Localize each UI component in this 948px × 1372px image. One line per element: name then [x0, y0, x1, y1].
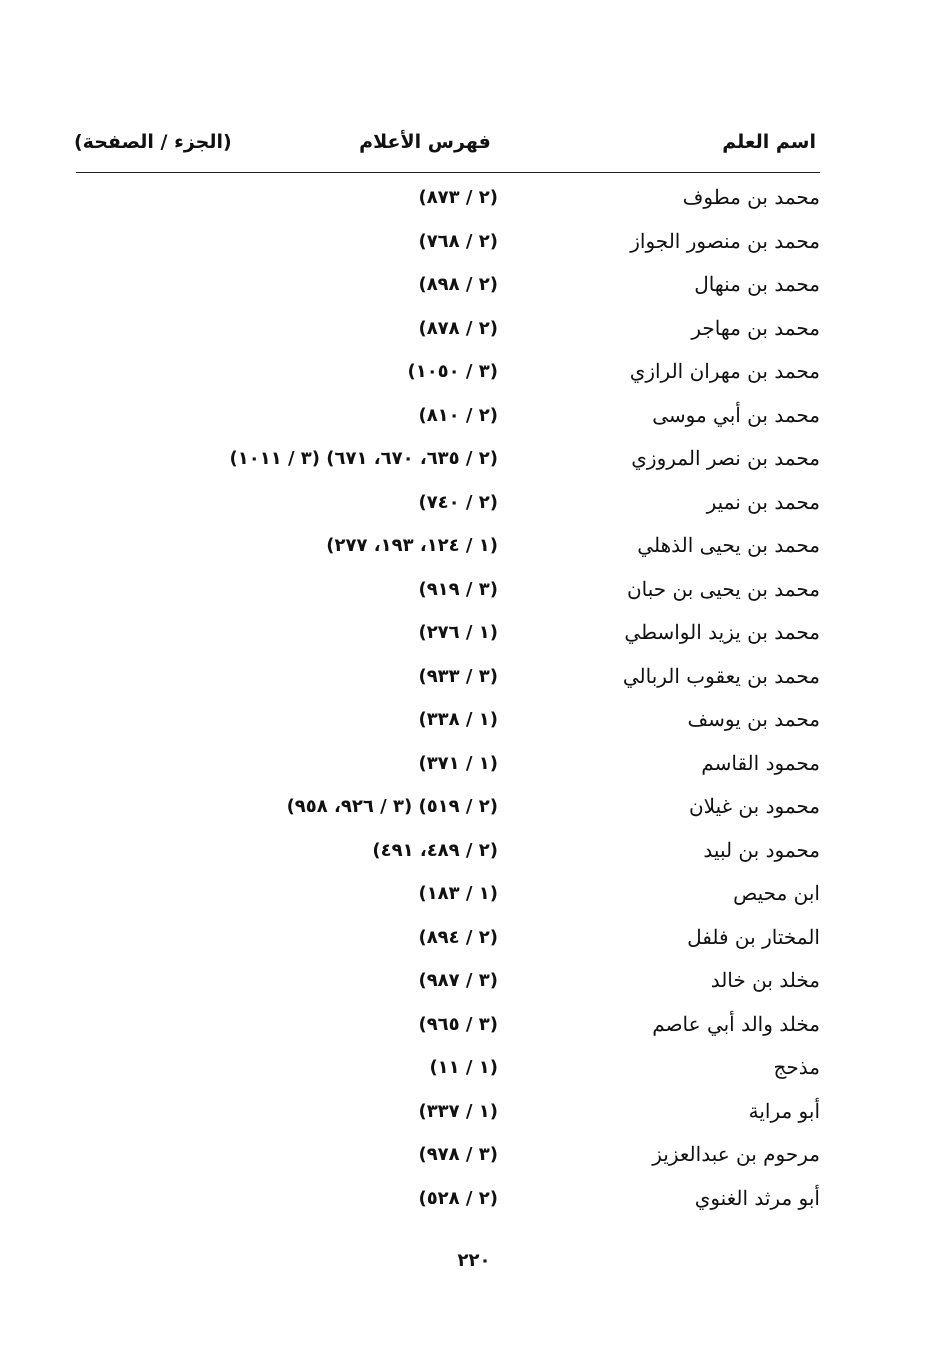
entry-references: (٢ / ٨٧٣)	[418, 187, 498, 208]
entry-references: (١ / ١٢٤، ١٩٣، ٢٧٧)	[326, 535, 498, 556]
entry-references: (٢ / ٨٩٨)	[418, 274, 498, 295]
index-entry	[0, 568, 948, 612]
index-entry	[0, 872, 948, 916]
entry-references: (٢ / ٨١٠)	[418, 404, 498, 426]
entry-references: (٢ / ٧٦٨)	[418, 230, 498, 252]
index-entry	[0, 350, 948, 394]
entry-references: (١ / ١١)	[429, 1057, 498, 1078]
entry-name: محمد بن مطوف	[682, 185, 820, 209]
index-entry	[0, 785, 948, 829]
entry-references: (٣ / ٩٧٨)	[418, 1144, 498, 1165]
entry-name: المختار بن فلفل	[687, 924, 820, 949]
entry-references: (١ / ٣٣٧)	[418, 1100, 498, 1122]
index-entry	[0, 176, 948, 220]
entry-references: (٢ / ٦٣٥، ٦٧٠، ٦٧١) (٣ / ١٠١١)	[229, 448, 498, 469]
index-entry	[0, 263, 948, 307]
entry-name: محمد بن يحيى بن حبان	[626, 576, 820, 601]
column-header-name: اسم العلم	[722, 131, 816, 153]
entry-references: (٣ / ٩٦٥)	[418, 1013, 498, 1035]
entry-name: ابن محيص	[733, 881, 820, 905]
index-entry	[0, 307, 948, 351]
index-entry	[0, 1003, 948, 1047]
entry-name: محمد بن يعقوب الربالي	[622, 663, 820, 688]
index-entry	[0, 1046, 948, 1090]
index-entries	[0, 176, 948, 1220]
entry-references: (٢ / ٨٩٤)	[418, 926, 498, 948]
index-entry	[0, 698, 948, 742]
column-header-reference: (الجزء / الصفحة)	[74, 131, 232, 153]
entry-references: (٣ / ٩١٩)	[418, 578, 498, 600]
entry-name: أبو مرثد الغنوي	[694, 1185, 820, 1210]
index-entry	[0, 524, 948, 568]
entry-references: (٣ / ٩٨٧)	[418, 970, 498, 991]
entry-references: (٢ / ٥١٩) (٣ / ٩٢٦، ٩٥٨)	[286, 796, 498, 817]
entry-name: محمد بن أبي موسى	[652, 402, 820, 427]
index-entry	[0, 655, 948, 699]
entry-references: (١ / ١٨٣)	[418, 883, 498, 904]
entry-references: (٢ / ٥٢٨)	[418, 1187, 498, 1209]
entry-name: مذحج	[773, 1055, 820, 1079]
entry-name: مخلد بن خالد	[710, 968, 820, 992]
entry-references: (٢ / ٤٨٩، ٤٩١)	[372, 839, 498, 861]
entry-name: محمد بن مهران الرازي	[629, 359, 820, 383]
entry-references: (٣ / ١٠٥٠)	[407, 361, 498, 382]
index-entry	[0, 220, 948, 264]
index-entry	[0, 611, 948, 655]
entry-name: مخلد والد أبي عاصم	[652, 1011, 820, 1036]
index-entry	[0, 742, 948, 786]
entry-name: محمود بن غيلان	[688, 794, 820, 818]
index-entry	[0, 916, 948, 960]
index-entry	[0, 959, 948, 1003]
entry-name: مرحوم بن عبدالعزيز	[652, 1142, 820, 1166]
entry-name: محمد بن منصور الجواز	[630, 228, 820, 253]
entry-references: (٢ / ٧٤٠)	[418, 491, 498, 513]
index-entry	[0, 481, 948, 525]
entry-name: محمود بن لبيد	[703, 837, 820, 862]
entry-references: (٣ / ٩٣٣)	[418, 665, 498, 687]
entry-name: محمد بن نمير	[706, 489, 820, 514]
index-entry	[0, 829, 948, 873]
page-number: ٢٢٠	[457, 1250, 491, 1271]
index-entry	[0, 1177, 948, 1221]
entry-name: محمد بن مهاجر	[691, 315, 820, 340]
entry-name: محمود القاسم	[701, 750, 820, 775]
entry-name: محمد بن منهال	[694, 272, 820, 296]
index-entry	[0, 1090, 948, 1134]
entry-references: (١ / ٢٧٦)	[418, 622, 498, 643]
header-divider	[76, 172, 820, 173]
entry-name: محمد بن يزيد الواسطي	[624, 620, 820, 644]
entry-references: (٢ / ٨٧٨)	[418, 317, 498, 339]
entry-references: (١ / ٣٣٨)	[418, 709, 498, 730]
index-entry	[0, 1133, 948, 1177]
index-entry	[0, 437, 948, 481]
entry-name: أبو مراية	[748, 1098, 820, 1123]
entry-references: (١ / ٣٧١)	[418, 752, 498, 774]
entry-name: محمد بن يوسف	[687, 707, 820, 731]
index-entry	[0, 394, 948, 438]
entry-name: محمد بن نصر المروزي	[631, 446, 820, 470]
page-title: فهرس الأعلام	[359, 131, 491, 153]
entry-name: محمد بن يحيى الذهلي	[637, 533, 820, 557]
